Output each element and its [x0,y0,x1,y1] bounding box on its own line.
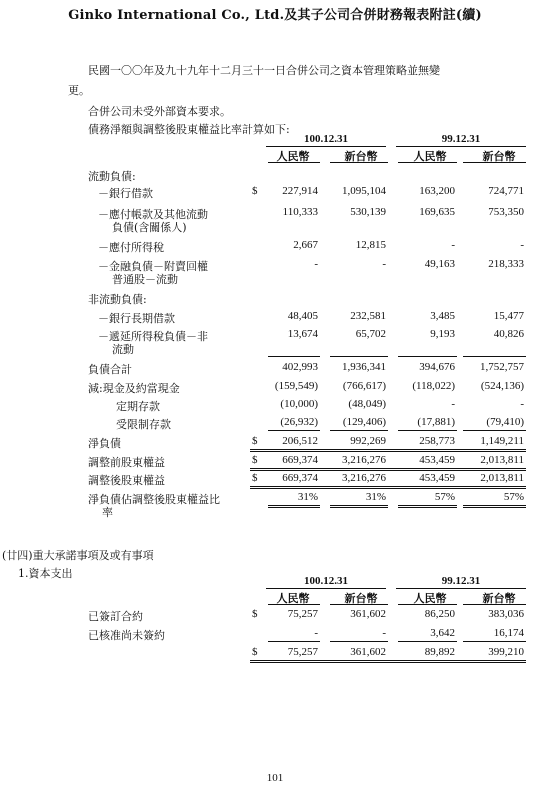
table1-cell: (79,410) [486,416,524,428]
table1-ratio-double-underline [398,505,457,508]
table1-cell: 31% [297,491,318,503]
table1-header-underline [463,162,526,163]
table1-cell: 1,149,211 [480,435,524,447]
table1-cell: 669,374 [282,472,318,484]
table2-double-underline [250,660,526,663]
table1-cell: 48,405 [287,310,318,322]
table1-cell: - [451,398,455,410]
table1-net-debt-line [463,430,526,431]
table2-row-label: 已簽訂合約 [88,610,143,623]
table1-cell: 218,333 [488,258,524,270]
table1-ratio-double-underline [268,505,320,508]
table2-cell: 86,250 [424,608,455,620]
table1-row-label: 調整前股東權益 [88,456,165,469]
table1-row-label: －銀行借款 [98,187,153,200]
table1-cell: 57% [503,491,524,503]
table1-currency-header: 人民幣 [276,150,310,163]
table1-cell: 724,771 [488,185,524,197]
table1-subtotal-line [268,356,320,357]
table1-cell: - [520,239,524,251]
table1-cell: 9,193 [430,328,455,340]
table1-cell: 992,269 [350,435,386,447]
table1-date-underline [266,146,386,147]
table1-currency-symbol: $ [252,472,258,484]
table1-cell: 12,815 [355,239,386,251]
section-subheading: 1.資本支出 [18,567,73,580]
table2-currency-symbol: $ [252,608,258,620]
table1-date-prior: 99.12.31 [441,133,481,145]
table2-row-label: 已核准尚未簽約 [88,629,165,642]
table1-cell: 530,139 [350,206,386,218]
table1-row-label: 流動負債: [88,170,136,183]
page-number: 101 [266,772,284,784]
table1-cell: 169,635 [419,206,455,218]
table1-double-underline [250,449,526,452]
table2-header-underline [398,604,457,605]
table1-cell: 669,374 [282,454,318,466]
table1-cell: 227,914 [282,185,318,197]
table1-cell: 13,674 [287,328,318,340]
table2-date-current: 100.12.31 [304,575,348,587]
table2-subtotal-line [268,641,320,642]
table2-cell: 89,892 [424,646,455,658]
table1-cell: 453,459 [419,472,455,484]
table2-subtotal-line [463,641,526,642]
table1-row-label: －金融負債－附賣回權 [98,260,208,273]
table2-currency-header: 新台幣 [482,592,516,605]
table1-currency-symbol: $ [252,435,258,447]
table1-cell: 206,512 [282,435,318,447]
table1-header-underline [268,162,320,163]
table1-net-debt-line [330,430,388,431]
table1-currency-symbol: $ [252,454,258,466]
table1-cell: (766,617) [342,380,386,392]
table2-cell: - [382,627,386,639]
table1-row-label: 受限制存款 [116,418,171,431]
table2-cell: 361,602 [350,608,386,620]
table1-cell: (26,932) [280,416,318,428]
table1-cell: 57% [434,491,455,503]
table1-subtotal-line [398,356,457,357]
table1-cell: 2,013,811 [480,454,524,466]
table1-cell: (118,022) [412,380,455,392]
table1-row-label: －應付帳款及其他流動 [98,208,208,221]
table1-row-label: 負債(含關係人) [112,221,187,234]
table1-cell: 232,581 [350,310,386,322]
table1-row-label: 非流動負債: [88,293,147,306]
table2-subtotal-line [398,641,457,642]
table2-date-prior: 99.12.31 [441,575,481,587]
table1-currency-header: 新台幣 [482,150,516,163]
table1-cell: 2,013,811 [480,472,524,484]
table1-row-label: 調整後股東權益 [88,474,165,487]
table2-date-underline [266,588,386,589]
intro-paragraph-line3: 合併公司未受外部資本要求。 [88,105,231,118]
table1-row-label: 減:現金及約當現金 [88,382,180,395]
table2-cell: 383,036 [488,608,524,620]
table1-cell: 1,752,757 [480,361,524,373]
table1-net-debt-line [398,430,457,431]
table2-currency-symbol: $ [252,646,258,658]
table1-cell: 394,676 [419,361,455,373]
table1-currency-symbol: $ [252,185,258,197]
table2-header-underline [330,604,388,605]
table1-subtotal-line [330,356,388,357]
table1-row-label: 淨負債佔調整後股東權益比 [88,493,220,506]
table2-currency-header: 人民幣 [413,592,447,605]
table1-cell: 65,702 [355,328,386,340]
table1-cell: - [314,258,318,270]
intro-paragraph-line4: 債務淨額與調整後股東權益比率計算如下: [88,123,290,136]
table1-cell: (524,136) [480,380,524,392]
table1-cell: (10,000) [280,398,318,410]
table1-cell: 40,826 [493,328,524,340]
table1-cell: - [520,398,524,410]
table1-row-label: 負債合計 [88,363,132,376]
intro-paragraph-line1: 民國一〇〇年及九十九年十二月三十一日合併公司之資本管理策略並無變 [88,64,440,77]
table1-currency-header: 人民幣 [413,150,447,163]
table2-subtotal-line [330,641,388,642]
intro-paragraph-line2: 更。 [68,84,90,97]
table1-cell: 163,200 [419,185,455,197]
table1-subtotal-line [463,356,526,357]
table1-double-underline [250,468,526,471]
table2-header-underline [268,604,320,605]
table1-currency-header: 新台幣 [344,150,378,163]
table1-header-underline [398,162,457,163]
table1-row-label: 普通股－流動 [112,273,178,286]
table2-cell: - [314,627,318,639]
table1-cell: 15,477 [493,310,524,322]
table2-currency-header: 人民幣 [276,592,310,605]
table1-ratio-double-underline [463,505,526,508]
table2-cell: 16,174 [493,627,524,639]
table2-header-underline [463,604,526,605]
table1-cell: 110,333 [282,206,318,218]
table1-cell: (159,549) [274,380,318,392]
section-heading: (廿四)重大承諾事項及或有事項 [2,549,154,562]
table1-cell: 3,216,276 [342,454,386,466]
table2-currency-header: 新台幣 [344,592,378,605]
table1-cell: 1,095,104 [342,185,386,197]
table1-cell: (129,406) [342,416,386,428]
table1-cell: 402,993 [282,361,318,373]
table1-date-underline [396,146,526,147]
table1-date-current: 100.12.31 [304,133,348,145]
table1-cell: 453,459 [419,454,455,466]
table2-date-underline [396,588,526,589]
table1-cell: 258,773 [419,435,455,447]
document-header: Ginko International Co., Ltd.及其子公司合併財務報表附註(續) [68,8,482,23]
table1-row-label: 淨負債 [88,437,121,450]
table1-cell: 49,163 [424,258,455,270]
table1-header-underline [330,162,388,163]
table1-cell: - [451,239,455,251]
table2-cell: 75,257 [287,608,318,620]
table1-cell: 3,216,276 [342,472,386,484]
table2-cell: 399,210 [488,646,524,658]
table1-row-label: 定期存款 [116,400,160,413]
table1-row-label: －應付所得稅 [98,241,164,254]
table1-cell: 2,667 [293,239,318,251]
table1-row-label: －遞延所得稅負債－非 [98,330,208,343]
table1-net-debt-line [268,430,320,431]
table1-cell: 31% [365,491,386,503]
table2-cell: 3,642 [430,627,455,639]
table1-row-label: 率 [102,506,113,519]
table1-cell: 753,350 [488,206,524,218]
table1-ratio-double-underline [330,505,388,508]
table1-cell: 3,485 [430,310,455,322]
table1-row-label: －銀行長期借款 [98,312,175,325]
table2-cell: 75,257 [287,646,318,658]
table1-cell: (17,881) [417,416,455,428]
table1-cell: (48,049) [348,398,386,410]
table1-double-underline [250,486,526,489]
table1-cell: 1,936,341 [342,361,386,373]
table2-cell: 361,602 [350,646,386,658]
table1-cell: - [382,258,386,270]
table1-row-label: 流動 [112,343,134,356]
